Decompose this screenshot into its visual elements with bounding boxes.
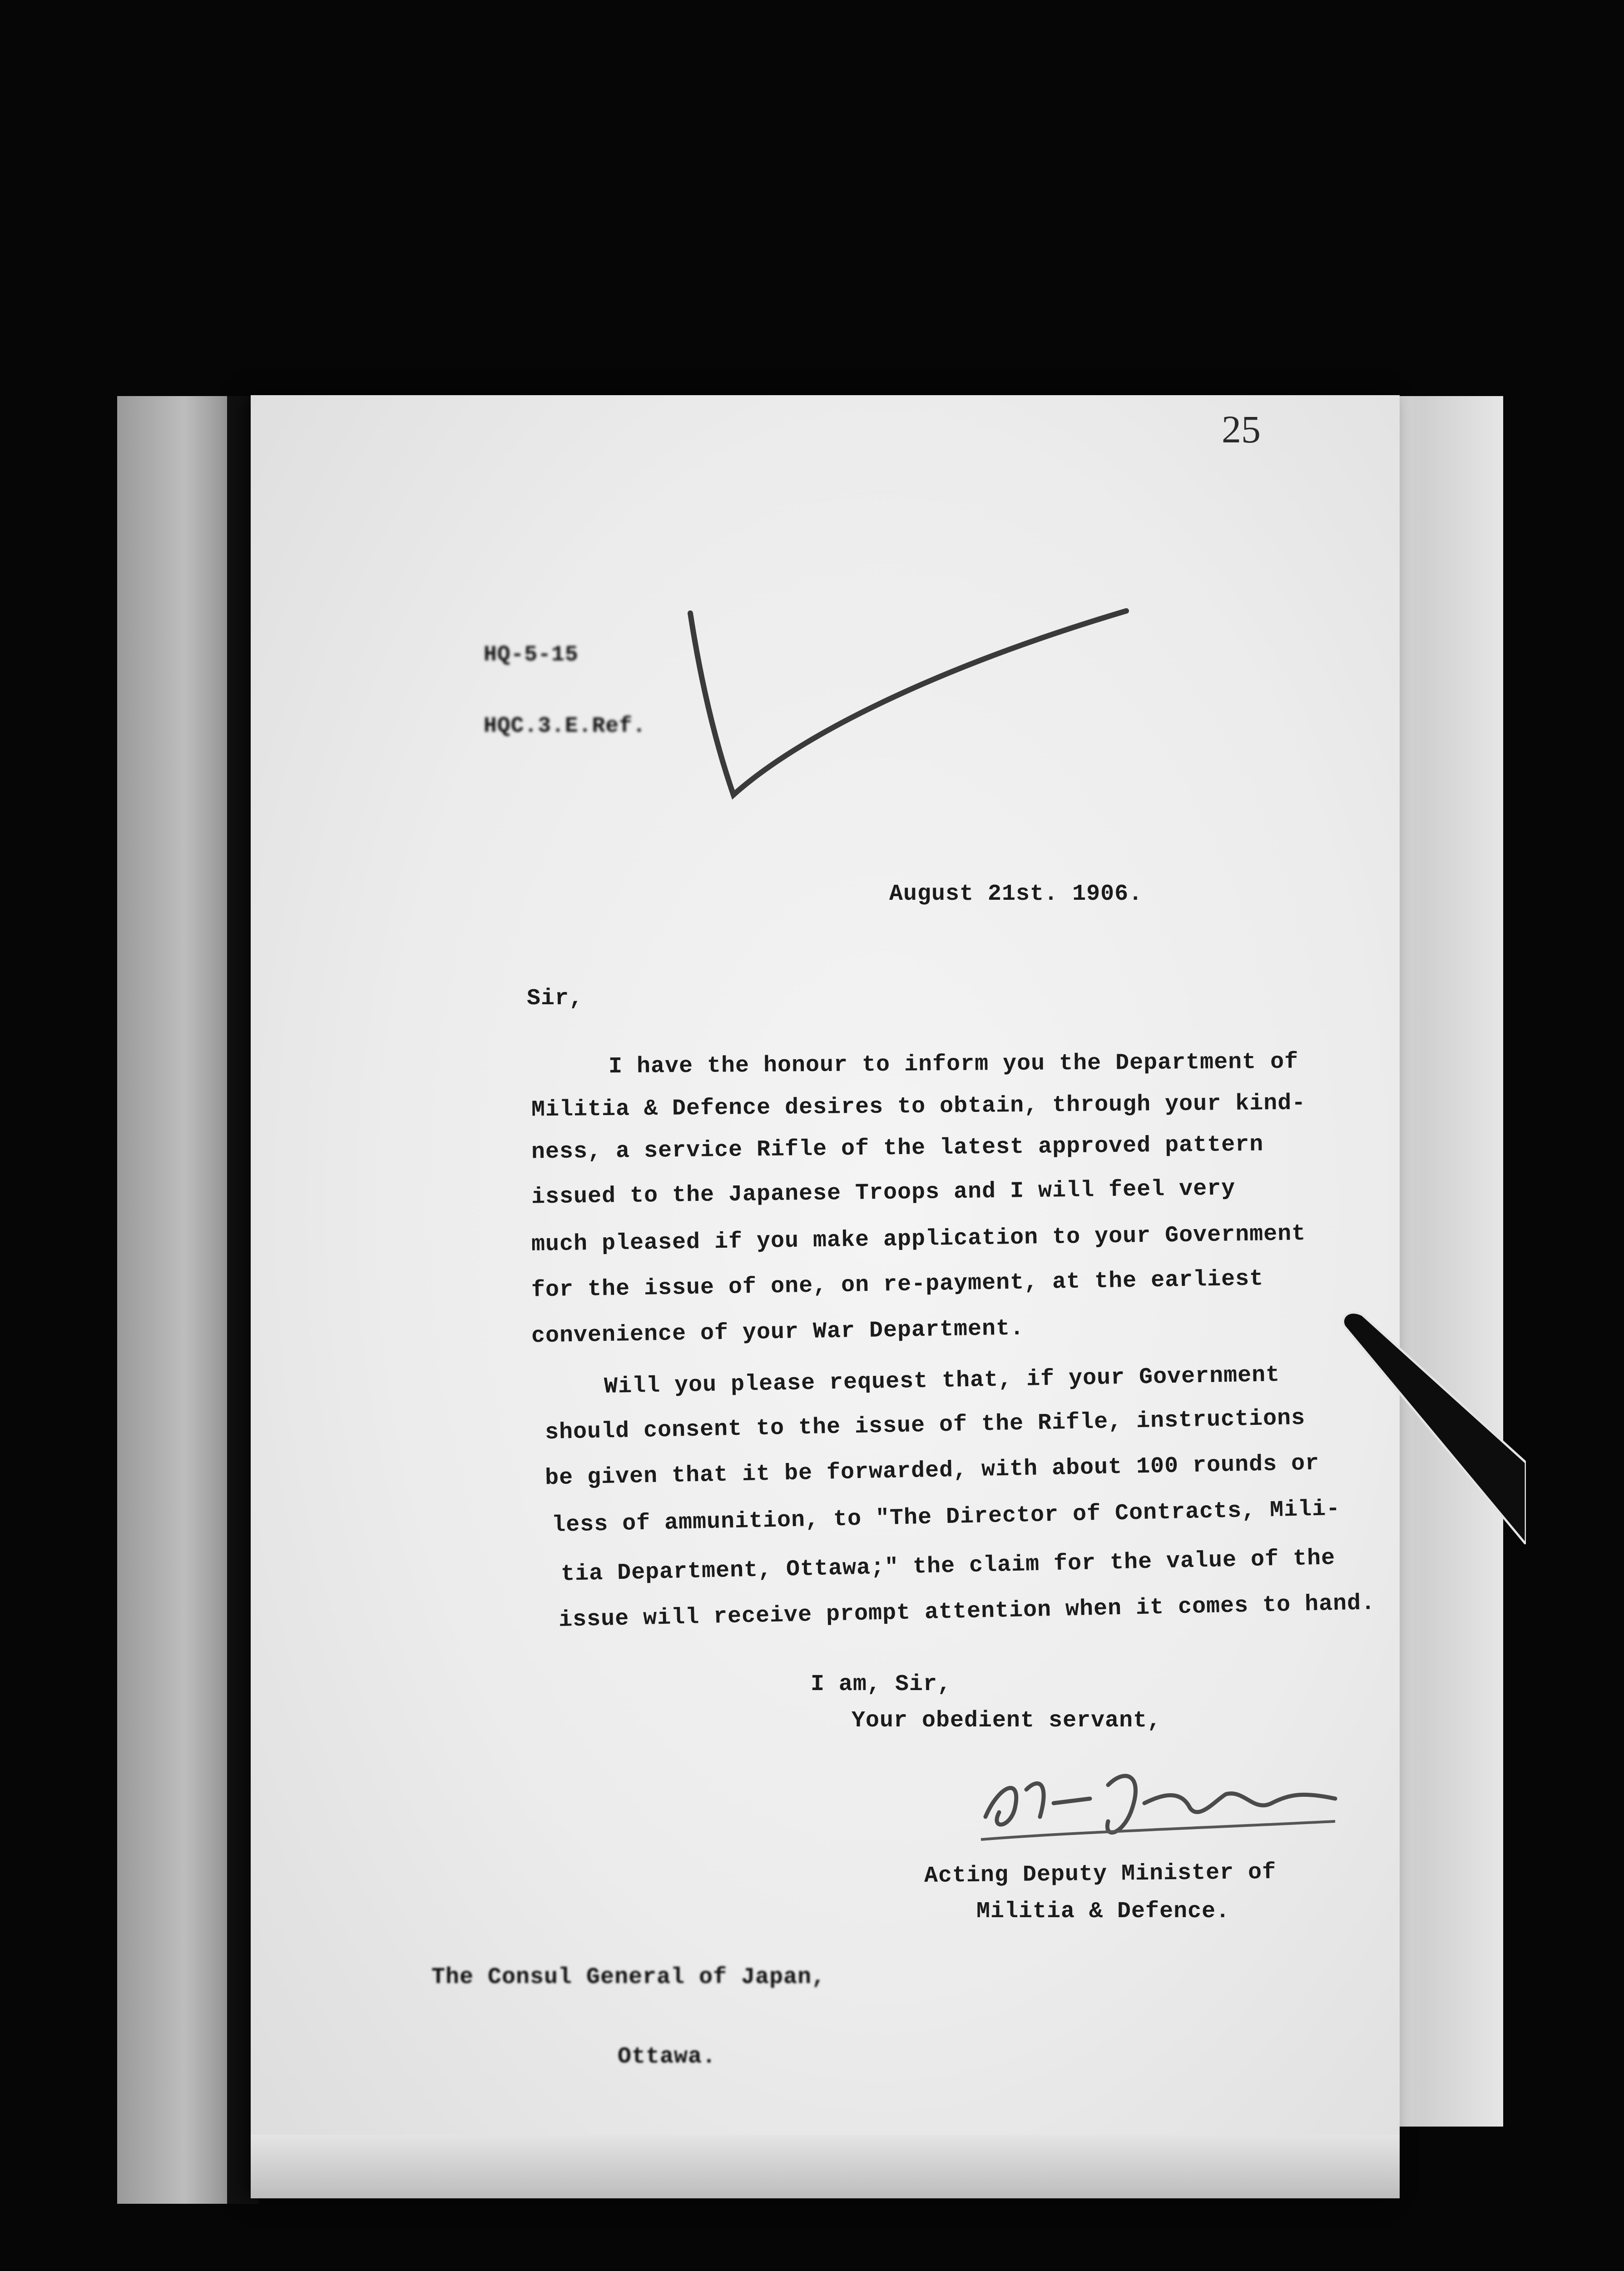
body-line: for the issue of one, on re-payment, at the earliest [531, 1266, 1264, 1304]
checkmark-annotation [681, 600, 1144, 872]
letter-page-bottom-edge [251, 2135, 1400, 2198]
body-line: issued to the Japanese Troops and I will feel very [531, 1175, 1236, 1210]
body-line: Will you please request that, if your Government [604, 1362, 1280, 1400]
signatory-title: Acting Deputy Minister of [924, 1859, 1277, 1889]
body-line: tia Department, Ottawa;" the claim for the value of the [560, 1545, 1336, 1587]
closing-line: I am, Sir, [811, 1671, 952, 1697]
ref-reference: HQC.3.E.Ref. [484, 714, 646, 739]
left-page-edge [117, 396, 240, 2204]
body-line: less of ammunition, to "The Director of Contracts, Mili- [551, 1496, 1341, 1539]
body-line: Militia & Defence desires to obtain, through your kind- [531, 1090, 1306, 1123]
addressee-line: Ottawa. [618, 2044, 717, 2070]
handwritten-signature [972, 1749, 1344, 1853]
signatory-title: Militia & Defence. [976, 1899, 1230, 1924]
letter-date: August 21st. 1906. [889, 881, 1143, 907]
page-number: 25 [1222, 407, 1261, 451]
addressee-line: The Consul General of Japan, [431, 1964, 826, 1990]
closing-line: Your obedient servant, [852, 1708, 1162, 1734]
body-line: ness, a service Rifle of the latest approved pattern [531, 1131, 1264, 1165]
body-line: issue will receive prompt attention when it comes to hand. [558, 1590, 1376, 1633]
file-reference: HQ-5-15 [484, 643, 579, 667]
body-line: convenience of your War Department. [531, 1315, 1025, 1349]
pen-tip [1335, 1308, 1526, 1544]
salutation: Sir, [527, 986, 584, 1012]
body-line: much pleased if you make application to your Government [531, 1221, 1306, 1258]
body-line: should consent to the issue of the Rifle, instructions [545, 1405, 1306, 1446]
body-line: be given that it be forwarded, with about 100 rounds or [545, 1450, 1320, 1492]
body-line: I have the honour to inform you the Department of [608, 1049, 1299, 1080]
